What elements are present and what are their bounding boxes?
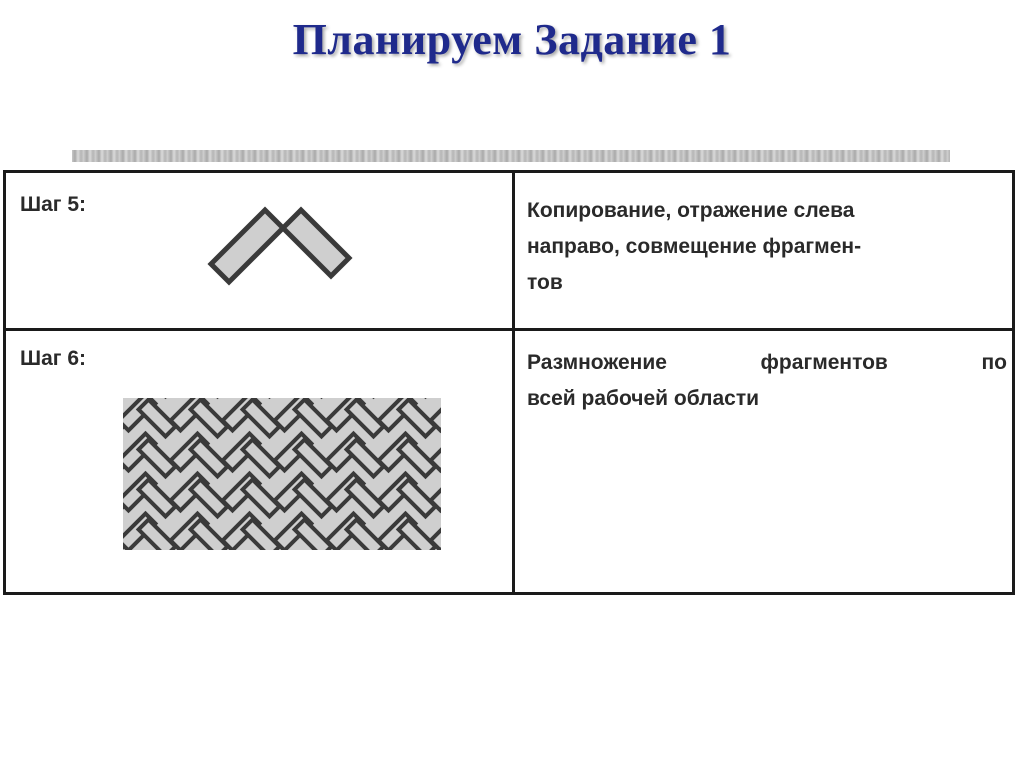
steps-table [3,170,1015,595]
step-6-description-line: всей рабочей области [527,387,760,410]
step-5-description-line: тов [527,271,563,294]
right-brick [283,210,349,276]
herringbone-pattern-image [123,398,441,550]
step-5-label: Шаг 5: [20,193,87,216]
step-5-description-line: направо, совмещение фрагмен- [527,235,862,258]
step-6-label: Шаг 6: [20,347,87,370]
table-column-divider [512,173,515,592]
step-6-description [527,345,1007,417]
step-6-description-line: Размножение фрагментов по [527,351,1007,374]
table-row-divider [6,328,1012,331]
left-brick [211,210,283,282]
corner-fragment-image [203,198,353,308]
step-5-description [527,193,1007,301]
scan-artifact-line [72,150,950,162]
slide-title: Планируем Задание 1 [292,15,732,64]
step-5-description-line: Копирование, отражение слева [527,199,855,222]
